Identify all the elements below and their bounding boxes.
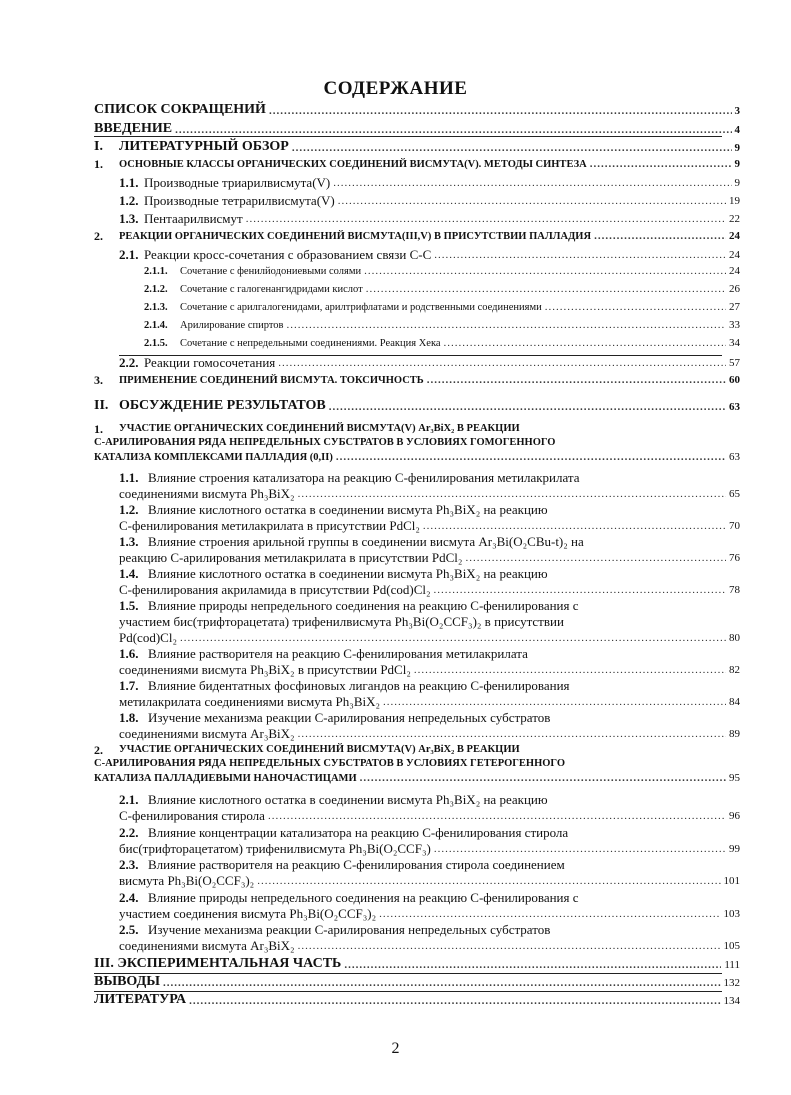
toc-entry xyxy=(144,338,740,349)
toc-entry xyxy=(94,230,740,242)
toc-entry-text: Производные тетрарилвисмута(V) xyxy=(144,193,335,208)
toc-entry-number: 1.2. xyxy=(119,502,139,517)
toc-entry-number: II. xyxy=(94,398,109,413)
toc-entry-line: висмута Ph₃Bi(O₂CCF₃)₂ xyxy=(119,873,255,888)
toc-entry-number: 1.7. xyxy=(119,678,139,693)
toc-entry-text: ОСНОВНЫЕ КЛАССЫ ОРГАНИЧЕСКИХ СОЕДИНЕНИЙ ВИСМУТА(V). МЕТОДЫ СИНТЕЗА xyxy=(119,158,587,170)
toc-entry-line: Влияние природы непредельного соединения на реакцию С-фенилирования с xyxy=(148,598,579,613)
toc-entry-page: 63 xyxy=(729,401,740,413)
toc-entry-number: 1.3. xyxy=(119,534,139,549)
toc-entry xyxy=(144,284,740,295)
toc-entry-number: 1. xyxy=(94,422,103,436)
toc-entry-number: 1.3. xyxy=(119,211,139,226)
toc-entry-page: 70 xyxy=(729,520,740,532)
toc-entry-page: 33 xyxy=(729,319,740,331)
toc-entry-line: КАТАЛИЗА КОМПЛЕКСАМИ ПАЛЛАДИЯ (0,II) xyxy=(94,451,333,463)
toc-entry-text: ОБСУЖДЕНИЕ РЕЗУЛЬТАТОВ xyxy=(119,398,326,413)
toc-entry-line: Влияние растворителя на реакцию С-фенилирования метилакрилата xyxy=(148,646,528,661)
toc-entry-page: 24 xyxy=(729,230,740,242)
toc-entry-line: КАТАЛИЗА ПАЛЛАДИЕВЫМИ НАНОЧАСТИЦАМИ xyxy=(94,772,357,784)
toc-entry-text: III. ЭКСПЕРИМЕНТАЛЬНАЯ ЧАСТЬ xyxy=(94,956,342,971)
toc-entry-text: Производные триарилвисмута(V) xyxy=(144,175,331,190)
toc-entry-line: метилакрилата соединениями висмута Ph₃BiX₂ xyxy=(119,694,381,709)
toc-entry-number: 2. xyxy=(94,743,103,757)
toc-entry-line: соединениями висмута Ph₃BiX₂ в присутствии PdCl₂ xyxy=(119,662,411,677)
toc-entry-number: 2.1. xyxy=(119,792,139,807)
toc-entry-page: 78 xyxy=(729,584,740,596)
toc-entry-line: Влияние кислотного остатка в соединении висмута Ph₃BiX₂ на реакцию xyxy=(148,792,548,807)
toc-title: СОДЕРЖАНИЕ xyxy=(323,78,468,99)
toc-entry-line: Изучение механизма реакции С-арилирования непредельных субстратов xyxy=(148,922,551,937)
toc-entry-page: 132 xyxy=(723,977,740,989)
toc-entry-page: 80 xyxy=(729,632,740,644)
toc-entry-line: участием соединения висмута Ph₃Bi(O₂CCF₃)₂ xyxy=(119,906,377,921)
toc-entry-line: Влияние строения катализатора на реакцию С-фенилирования метилакрилата xyxy=(148,470,580,485)
toc-entry xyxy=(94,975,740,989)
toc-entry-page: 34 xyxy=(729,337,740,349)
toc-entry-number: 2.2. xyxy=(119,825,139,840)
toc-entry xyxy=(119,356,740,369)
toc-entry-line: С-фенилирования акриламида в присутствии Pd(cod)Cl₂ xyxy=(119,582,431,597)
toc-entry-text: ЛИТЕРАТУРА xyxy=(94,992,187,1007)
toc-entry-line: Влияние кислотного остатка в соединении висмута Ph₃BiX₂ на реакцию xyxy=(148,566,548,581)
toc-entry-number: 2.1.2. xyxy=(144,283,168,295)
toc-entry-line: С-АРИЛИРОВАНИЯ РЯДА НЕПРЕДЕЛЬНЫХ СУБСТРАТОВ В УСЛОВИЯХ ГЕТЕРОГЕННОГО xyxy=(94,758,566,769)
toc-entry-line: реакцию С-арилирования метилакрилата в присутствии PdCl₂ xyxy=(119,550,463,565)
toc-entry-line: Влияние кислотного остатка в соединении висмута Ph₃BiX₂ на реакцию xyxy=(148,502,548,517)
toc-entry-text: СПИСОК СОКРАЩЕНИЙ xyxy=(94,102,266,117)
toc-entry-page: 24 xyxy=(729,249,740,261)
toc-entry-page: 134 xyxy=(723,995,740,1007)
toc-entry-number: 1.5. xyxy=(119,598,139,613)
toc-entry xyxy=(94,140,740,154)
toc-entry-text: ПРИМЕНЕНИЕ СОЕДИНЕНИЙ ВИСМУТА. ТОКСИЧНОСТЬ xyxy=(119,374,424,386)
toc-entry-line: Влияние строения арильной группы в соединении висмута Ar₃Bi(O₂CBu-t)₂ на xyxy=(148,534,584,549)
toc-entry-page: 57 xyxy=(729,357,740,369)
toc-entry-text: ВВЕДЕНИЕ xyxy=(94,121,173,136)
toc-entry-number: 2.2. xyxy=(119,355,139,370)
toc-entry-line: С-АРИЛИРОВАНИЯ РЯДА НЕПРЕДЕЛЬНЫХ СУБСТРАТОВ В УСЛОВИЯХ ГОМОГЕННОГО xyxy=(94,437,556,448)
toc-entry-line: Изучение механизма реакции С-арилирования непредельных субстратов xyxy=(148,710,551,725)
toc-entry-page: 9 xyxy=(734,158,740,170)
toc-entry xyxy=(144,320,740,331)
toc-entry-line: соединениями висмута Ar₃BiX₂ xyxy=(119,726,295,741)
toc-entry-line: соединениями висмута Ph₃BiX₂ xyxy=(119,486,295,501)
toc-entry-number: 3. xyxy=(94,373,103,387)
toc-entry xyxy=(94,103,740,117)
toc-entry-text: Сочетание с фенилйодониевыми солями xyxy=(180,265,362,277)
toc-entry-number: 1.2. xyxy=(119,193,139,208)
toc-entry xyxy=(94,374,740,386)
toc-entry-line: С-фенилирования метилакрилата в присутствии PdCl₂ xyxy=(119,518,420,533)
toc-entry-number: 2.1.1. xyxy=(144,265,168,277)
toc-entry-page: 84 xyxy=(729,696,740,708)
toc-entry-page: 111 xyxy=(724,959,740,971)
toc-entry-page: 76 xyxy=(729,552,740,564)
toc-entry-line: С-фенилирования стирола xyxy=(119,808,265,823)
toc-entry xyxy=(94,993,740,1007)
toc-entry-number: 1.1. xyxy=(119,175,139,190)
toc-entry-page: 26 xyxy=(729,283,740,295)
toc-entry-page: 95 xyxy=(729,772,740,784)
toc-entry xyxy=(94,957,740,971)
toc-entry-number: 1.8. xyxy=(119,710,139,725)
toc-entry-page: 101 xyxy=(723,875,740,887)
toc-entry-page: 9 xyxy=(734,142,740,154)
toc-entry-text: Сочетание с непредельными соединениями. Реакция Хека xyxy=(180,337,441,349)
toc-entry-number: 2.1.3. xyxy=(144,301,168,313)
toc-entry-text: Реакции гомосочетания xyxy=(144,355,276,370)
toc-entry-text: Реакции кросс-сочетания с образованием связи С-С xyxy=(144,247,432,262)
toc-entry xyxy=(94,122,740,136)
toc-entry-number: I. xyxy=(94,139,103,154)
toc-entry-page: 65 xyxy=(729,488,740,500)
toc-entry-page: 3 xyxy=(734,105,740,117)
toc-entry-line: Влияние природы непредельного соединения на реакцию С-фенилирования с xyxy=(148,890,579,905)
toc-entry-number: 1.1. xyxy=(119,470,139,485)
toc-entry-page: 9 xyxy=(734,177,740,189)
toc-entry-page: 60 xyxy=(729,374,740,386)
toc-entry-page: 89 xyxy=(729,728,740,740)
toc-entry-line: Влияние бидентатных фосфиновых лигандов на реакцию С-фенилирования xyxy=(148,678,570,693)
toc-entry-number: 2. xyxy=(94,229,103,243)
toc-entry-page: 22 xyxy=(729,213,740,225)
toc-entry-number: 2.5. xyxy=(119,922,139,937)
toc-entry-page: 82 xyxy=(729,664,740,676)
toc-entry-page: 103 xyxy=(723,908,740,920)
toc-entry xyxy=(119,176,740,189)
toc-entry-number: 1.6. xyxy=(119,646,139,661)
toc-entry-line: бис(трифторацетатом) трифенилвисмута Ph₃Bi(O₂CCF₃) xyxy=(119,841,431,856)
page-number: 2 xyxy=(391,1040,400,1057)
toc-entry-line: соединениями висмута Ar₃BiX₂ xyxy=(119,938,295,953)
toc-entry-line: Pd(cod)Cl₂ xyxy=(119,630,177,645)
toc-entry-number: 1. xyxy=(94,157,103,171)
toc-entry-page: 96 xyxy=(729,810,740,822)
toc-entry-text: Сочетание с галогенангидридами кислот xyxy=(180,283,363,295)
toc-entry-line: УЧАСТИЕ ОРГАНИЧЕСКИХ СОЕДИНЕНИЙ ВИСМУТА(V) Ar₃BiX₂ В РЕАКЦИИ xyxy=(119,744,520,755)
toc-entry-number: 1.4. xyxy=(119,566,139,581)
toc-entry xyxy=(94,158,740,170)
toc-entry xyxy=(94,399,740,413)
toc-entry-page: 99 xyxy=(729,843,740,855)
toc-entry-number: 2.1. xyxy=(119,247,139,262)
toc-entry-number: 2.1.4. xyxy=(144,319,168,331)
toc-entry-line: участием бис(трифторацетата) трифенилвисмута Ph₃Bi(O₂CCF₃)₂ в присутствии xyxy=(119,614,564,629)
toc-entry-line: Влияние растворителя на реакцию С-фенилирования стирола соединением xyxy=(148,857,565,872)
toc-entry xyxy=(119,248,740,261)
toc-entry-number: 2.1.5. xyxy=(144,337,168,349)
toc-entry-text: ВЫВОДЫ xyxy=(94,974,160,989)
toc-entry-line: Влияние концентрации катализатора на реакцию С-фенилирования стирола xyxy=(148,825,569,840)
toc-entry-page: 19 xyxy=(729,195,740,207)
toc-entry-page: 4 xyxy=(734,124,740,136)
toc-entry xyxy=(144,302,740,313)
toc-entry-text: Пентаарилвисмут xyxy=(144,211,243,226)
toc-entry-text: Арилирование спиртов xyxy=(180,319,284,331)
toc-entry-line: УЧАСТИЕ ОРГАНИЧЕСКИХ СОЕДИНЕНИЙ ВИСМУТА(V) Ar₃BiX₂ В РЕАКЦИИ xyxy=(119,423,520,434)
toc-entry-page: 24 xyxy=(729,265,740,277)
toc-entry-page: 27 xyxy=(729,301,740,313)
toc-entry-text: ЛИТЕРАТУРНЫЙ ОБЗОР xyxy=(119,139,289,154)
toc-entry-number: 2.3. xyxy=(119,857,139,872)
toc-entry xyxy=(119,212,740,225)
toc-entry-page: 63 xyxy=(729,451,740,463)
toc-entry xyxy=(144,266,740,277)
toc-entry-text: РЕАКЦИИ ОРГАНИЧЕСКИХ СОЕДИНЕНИЙ ВИСМУТА(III,V) В ПРИСУТСТВИИ ПАЛЛАДИЯ xyxy=(119,230,592,242)
toc-entry-page: 105 xyxy=(723,940,740,952)
toc-entry xyxy=(119,194,740,207)
toc-entry-text: Сочетание с арилгалогенидами, арилтрифлатами и родственными соединениями xyxy=(180,301,542,313)
toc-entry-number: 2.4. xyxy=(119,890,139,905)
